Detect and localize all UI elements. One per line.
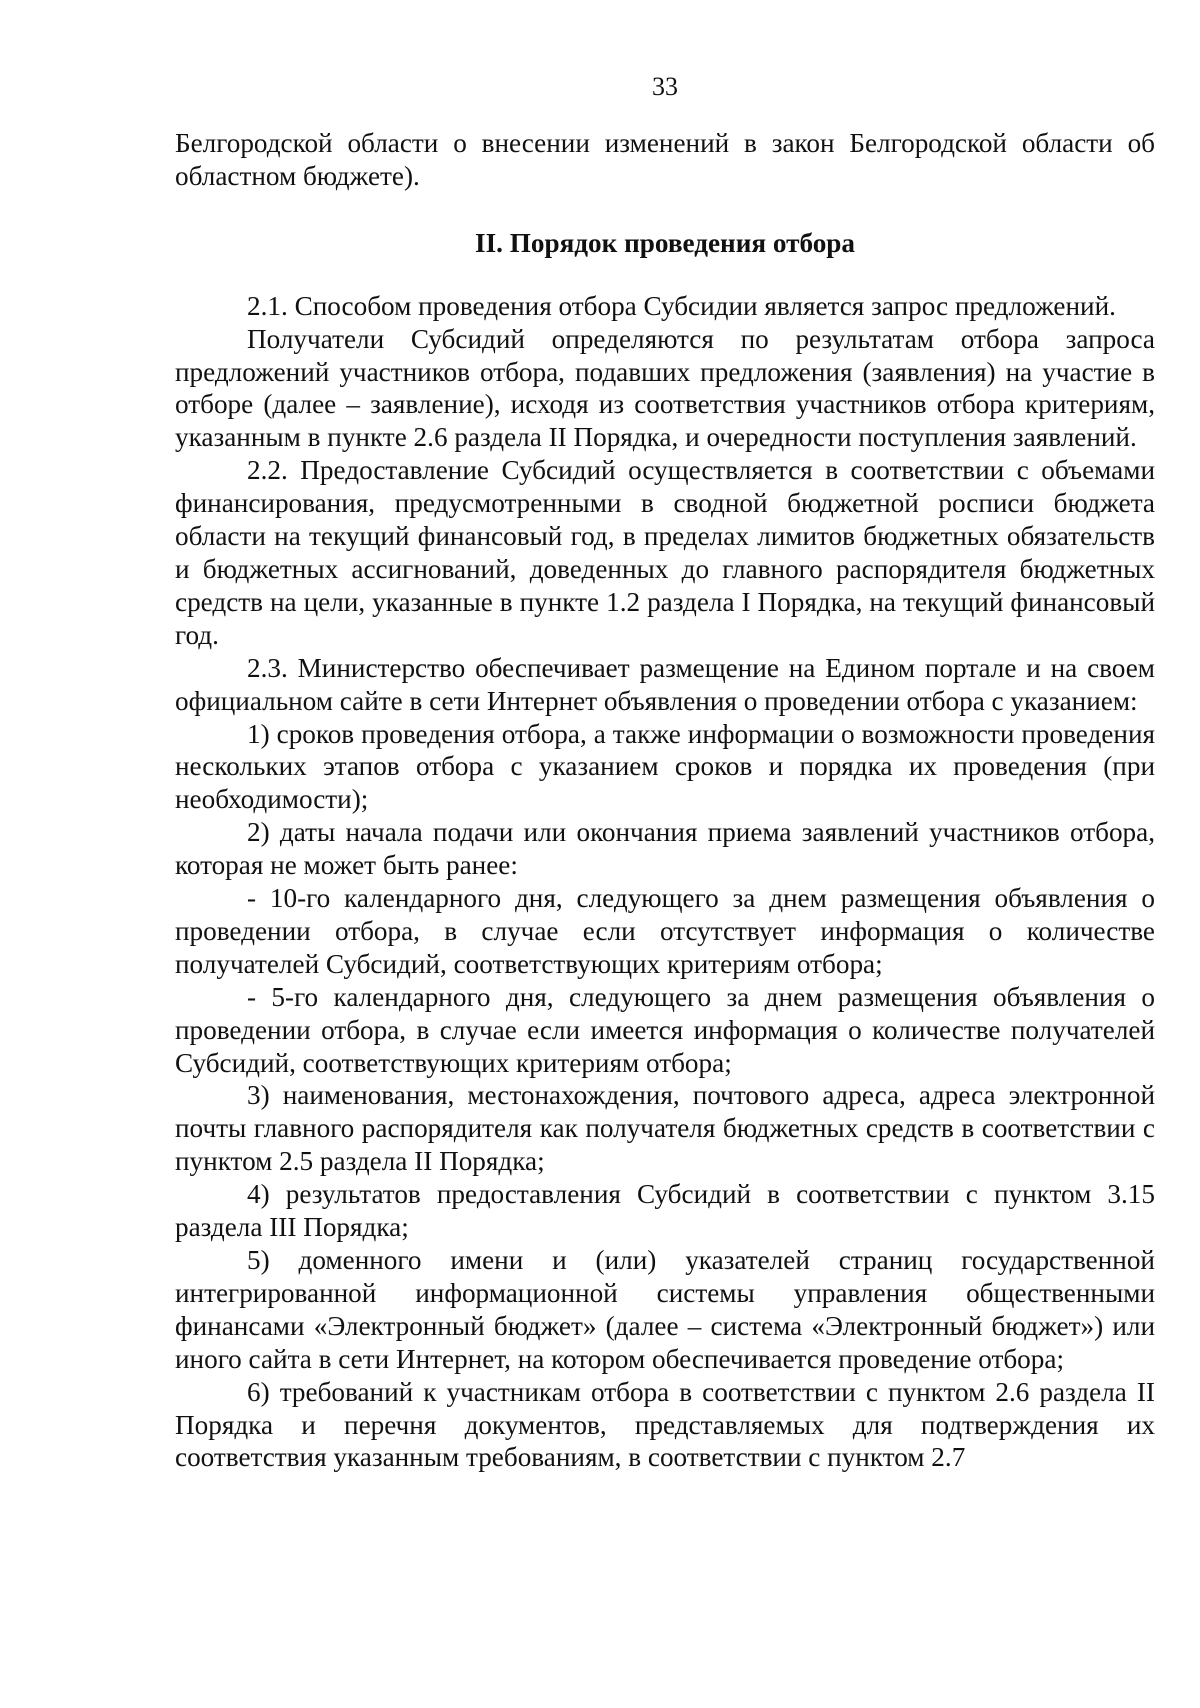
list-subitem-10-day: - 10-го календарного дня, следующего за днем размещения объявления о проведении отбора, в случае если отсутствует информация о количестве получателей Субсидий, соответствующих критериям отбора; — [175, 883, 1155, 979]
list-item-1: 1) сроков проведения отбора, а также информации о возможности проведения нескольких этапов отбора с указанием сроков и порядка их проведения (при необходимости); — [175, 718, 1155, 815]
page-number: 33 — [652, 72, 678, 101]
paragraph-2-1: 2.1. Способом проведения отбора Субсидии является запрос предложений. — [247, 290, 1116, 321]
paragraph-2-2: 2.2. Предоставление Субсидий осуществляется в соответствии с объемами финансирования, предусмотренными в сводной бюджетной росписи бюджета области на текущий финансовый год, в пределах лимитов бюджетных обязательств и бюджетных ассигнований, доведенных до главного распорядителя бюджетных средств на цели, указанные в пункте 1.2 раздела I Порядка, на текущий финансовый год. — [175, 455, 1155, 650]
paragraph-continuation: Белгородской области о внесении изменений в закон Белгородской области об областном бюджете). — [175, 128, 1155, 191]
list-item-2: 2) даты начала подачи или окончания приема заявлений участников отбора, которая не может быть ранее: — [175, 817, 1155, 881]
list-item-5: 5) доменного имени и (или) указателей страниц государственной интегрированной информационной системы управления общественными финансами «Электронный бюджет» (далее – система «Электронный бюджет») или иного сайта в сети Интернет, на котором обеспечивается проведение отбора; — [175, 1245, 1155, 1374]
section-heading: II. Порядок проведения отбора — [474, 227, 855, 258]
document-body — [175, 127, 1155, 1474]
list-item-3: 3) наименования, местонахождения, почтового адреса, адреса электронной почты главного распорядителя как получателя бюджетных средств в соответствии с пунктом 2.5 раздела II Порядка; — [175, 1080, 1155, 1177]
paragraph-recipients: Получатели Субсидий определяются по результатам отбора запроса предложений участников отбора, подавших предложения (заявления) на участие в отборе (далее – заявление), исходя из соответствия участников отбора критериям, указанным в пункте 2.6 раздела II Порядка, и очередности поступления заявлений. — [175, 323, 1155, 453]
list-item-6: 6) требований к участникам отбора в соответствии с пунктом 2.6 раздела II Порядка и перечня документов, представляемых для подтверждения их соответствия указанным требованиям, в соответствии с пунктом 2.7 — [175, 1376, 1155, 1473]
list-subitem-5-day: - 5-го календарного дня, следующего за днем размещения объявления о проведении отбора, в случае если имеется информация о количестве получателей Субсидий, соответствующих критериям отбора; — [175, 981, 1155, 1078]
list-item-4: 4) результатов предоставления Субсидий в соответствии с пунктом 3.15 раздела III Порядка; — [175, 1179, 1155, 1243]
paragraph-2-3: 2.3. Министерство обеспечивает размещение на Едином портале и на своем официальном сайте в сети Интернет объявления о проведении отбора с указанием: — [175, 652, 1155, 716]
